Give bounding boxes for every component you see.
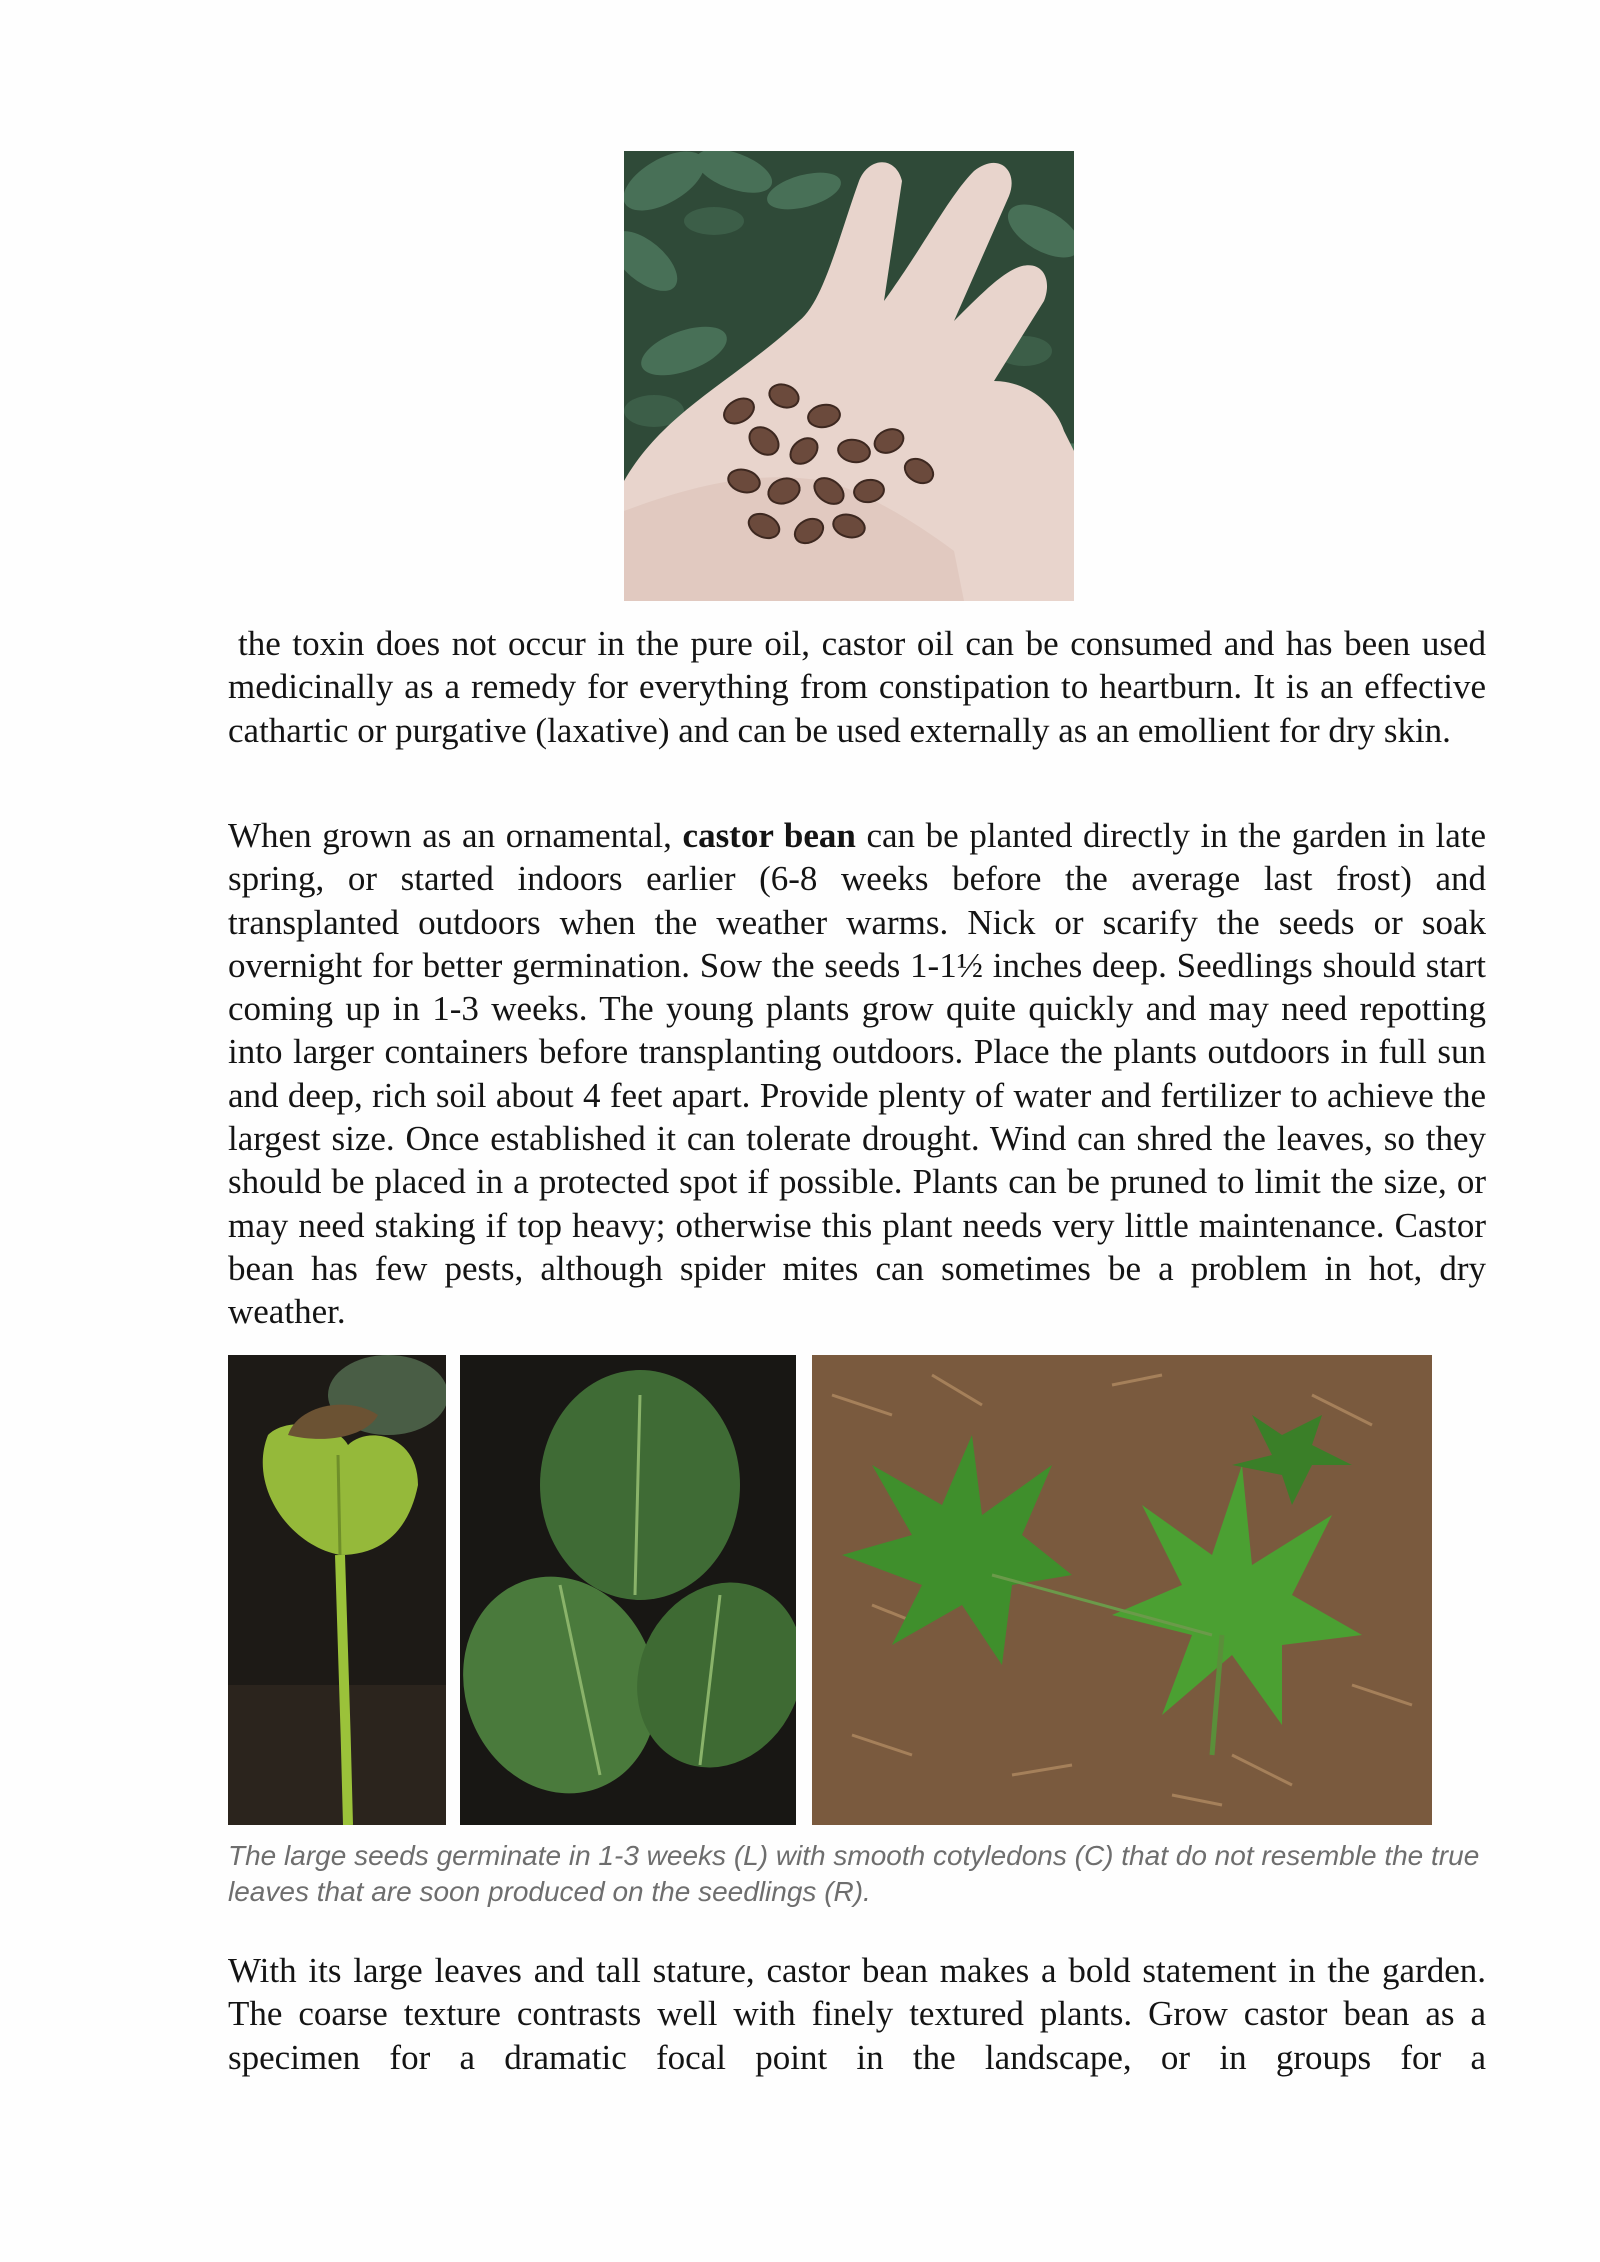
paragraph-growing-body: can be planted directly in the garden in late spring, or started indoors earlier (6-8 weeks before the average last frost) and transplanted outdoors when the weather warms. Nick or scarify the seeds or soak overnight for better germination. Sow the seeds 1-1½ inches deep. Seedlings should start coming up in 1-3 weeks. The young plants grow quite quickly and may need repotting into larger containers before transplanting outdoors. Place the plants outdoors in full sun and deep, rich soil about 4 feet apart. Provide plenty of water and fertilizer to achieve the largest size. Once established it can tolerate drought. Wind can shred the leaves, so they should be placed in a protected spot if possible. Plants can be pruned to limit the size, or may need staking if top heavy; otherwise this plant needs very little maintenance. Castor bean has few pests, although spider mites can sometimes be a problem in hot, dry weather. — [228, 816, 1486, 1332]
seedling-center-photo — [460, 1355, 796, 1825]
figure-caption: The large seeds germinate in 1-3 weeks (L) with smooth cotyledons (C) that do not resemble the true leaves that are soon produced on the seedlings (R). — [228, 1840, 1480, 1907]
seedling-right-photo — [812, 1355, 1432, 1825]
paragraph-castor-oil: the toxin does not occur in the pure oil, castor oil can be consumed and has been used medicinally as a remedy for everything from constipation to heartburn. It is an effective cathartic or purgative (laxative) and can be used externally as an emollient for dry skin. — [228, 624, 1486, 750]
paragraph-growing-intro: When grown as an ornamental, — [228, 816, 683, 855]
paragraph-landscape-use: With its large leaves and tall stature, castor bean makes a bold statement in the garden. The coarse texture contrasts well with finely textured plants. Grow castor bean as a specimen for a dramatic focal point in the landscape, or in groups for a — [228, 1951, 1486, 2077]
bold-term-castor-bean: castor bean — [682, 816, 856, 855]
paragraph-growing — [228, 814, 1486, 1334]
seedling-left-photo — [228, 1355, 446, 1825]
seeds-in-hand-photo — [624, 151, 1074, 601]
